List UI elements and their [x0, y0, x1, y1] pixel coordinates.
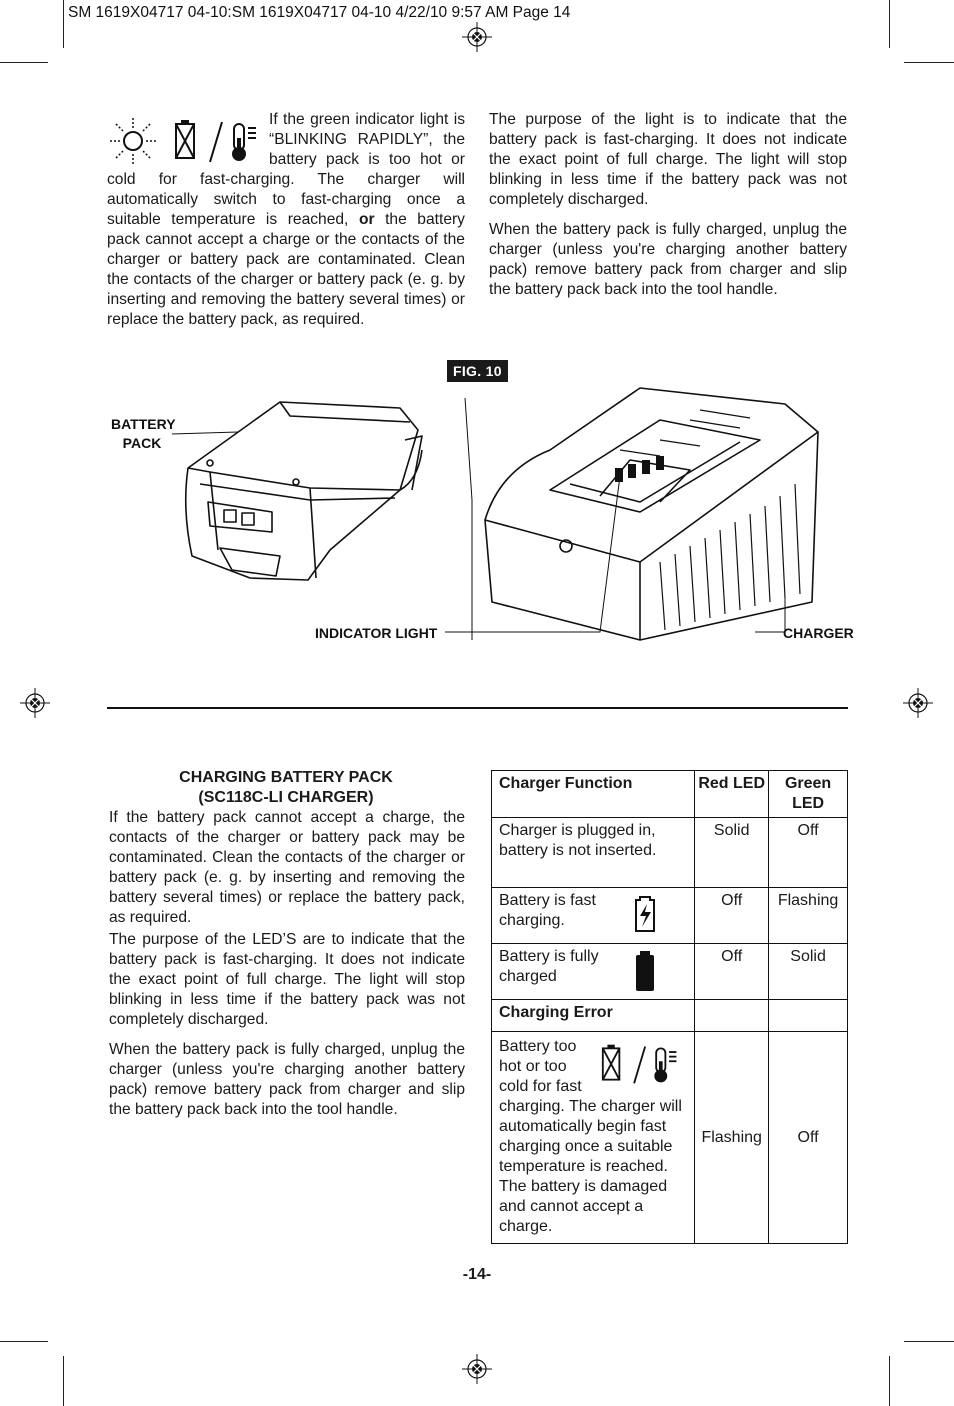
row-function-cell: Battery is fast charging.	[492, 888, 695, 944]
registration-mark-icon	[462, 1354, 492, 1384]
table-row	[492, 888, 848, 944]
registration-mark-icon	[903, 688, 933, 718]
table-header-row	[492, 771, 848, 818]
crop-mark	[0, 62, 48, 63]
crop-mark	[904, 1341, 954, 1342]
intro-left-paragraph: If the green indicator light is “BLINKING RAPIDLY”, the battery pack is too hot or cold for fast-charging. The charger will automatically switch to fast-charging once a suitable temperature is reached, or the battery pack cannot accept a charge or the contacts of the charger or battery pack are contaminated. Clean the contacts of the charger or battery pack (e. g. by inserting and removing the battery several times) or replace the battery pack, as required.	[107, 111, 465, 328]
section-paragraph-1: If the battery pack cannot accept a charge, the contacts of the charger or battery pack may be contaminated. Clean the contacts of the charger or battery pack (e. g. by inserting and removing the battery several times) or replace the battery pack, as required.	[109, 809, 465, 926]
row-function: Charger is plugged in, battery is not inserted.	[492, 818, 695, 888]
registration-mark-icon	[20, 688, 50, 718]
led-status-table	[491, 770, 848, 1244]
section-title: CHARGING BATTERY PACK (SC118C-LI CHARGER)	[179, 769, 393, 806]
figure-label: FIG. 10	[447, 360, 508, 382]
header-red-led: Red LED	[695, 771, 769, 818]
battery-error-temperature-icon	[597, 1041, 685, 1087]
header-green-led: Green LED	[769, 771, 848, 818]
table-row-error	[492, 1032, 848, 1244]
crop-mark	[889, 0, 890, 48]
battery-and-charger-illustration	[100, 380, 860, 650]
section-divider	[107, 707, 848, 709]
row-green-led: Solid	[769, 944, 848, 1000]
print-slug: SM 1619X04717 04-10:SM 1619X04717 04-10 4/22/10 9:57 AM Page 14	[68, 4, 571, 21]
row-red-led: Off	[695, 888, 769, 944]
intro-right-paragraph-2: When the battery pack is fully charged, unplug the charger (unless you're charging another battery pack) remove battery pack from charger and slip the battery pack back into the tool handle.	[489, 221, 847, 298]
row-red-led: Off	[695, 944, 769, 1000]
page-number: -14-	[462, 1266, 492, 1283]
table-row	[492, 818, 848, 888]
crop-mark	[63, 1356, 64, 1406]
registration-mark-icon	[462, 22, 492, 52]
section-body	[109, 808, 465, 1130]
header-charger-function: Charger Function	[492, 771, 695, 818]
row-function-cell: Battery too hot or too cold for fast charging. The charger will automatically begin fast charging once a suitable temperature is reached. The battery is damaged and cannot accept a charge.	[492, 1032, 695, 1244]
callout-charger: CHARGER	[783, 625, 854, 641]
crop-mark	[0, 1341, 48, 1342]
charging-bolt-icon	[632, 894, 658, 934]
callout-battery-pack: BATTERY PACK	[111, 416, 176, 451]
intro-right-paragraph-1: The purpose of the light is to indicate that the battery pack is fast-charging. It does not indicate the exact point of full charge. The light will stop blinking in less time if the battery pack was not completely discharged.	[489, 111, 847, 208]
row-green-led: Off	[769, 1032, 848, 1244]
crop-mark	[63, 0, 64, 48]
table-error-heading-row	[492, 1000, 848, 1032]
crop-mark	[889, 1356, 890, 1406]
callout-indicator-light: INDICATOR LIGHT	[315, 625, 438, 641]
section-paragraph-2: The purpose of the LED’S are to indicate that the battery pack is fast-charging. It does not indicate the exact point of full charge. The light will stop blinking in less time if the battery pack was not completely discharged.	[109, 931, 465, 1028]
crop-mark	[904, 62, 954, 63]
full-battery-icon	[634, 950, 656, 992]
row-green-led: Off	[769, 818, 848, 888]
table-row	[492, 944, 848, 1000]
row-red-led: Solid	[695, 818, 769, 888]
error-heading: Charging Error	[492, 1000, 695, 1032]
row-red-led: Flashing	[695, 1032, 769, 1244]
row-green-led: Flashing	[769, 888, 848, 944]
row-function-cell: Battery is fully charged	[492, 944, 695, 1000]
section-paragraph-3: When the battery pack is fully charged, unplug the charger (unless you're charging another battery pack) remove battery pack from charger and slip the battery pack back into the tool handle.	[109, 1041, 465, 1118]
intro-right-column	[489, 110, 847, 310]
